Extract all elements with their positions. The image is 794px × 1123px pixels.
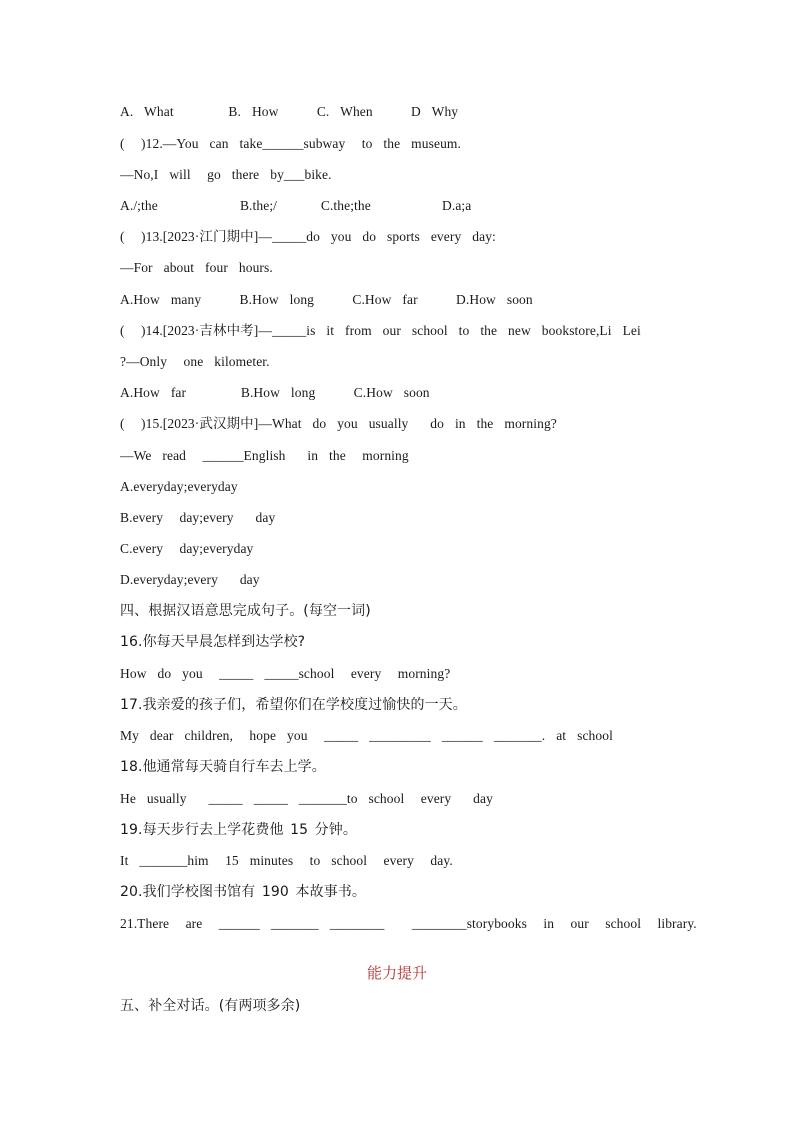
- q15-option-a: A.everyday;everyday: [120, 479, 238, 494]
- q15-prompt: ( )15.[2023·武汉期中]—What do you usually do in the morning?: [120, 416, 557, 431]
- q19-english: It _______him 15 minutes to school every day.: [120, 853, 453, 868]
- q13-prompt: ( )13.[2023·江门期中]—_____do you do sports every day:: [120, 229, 496, 244]
- q14-options: A.How far B.How long C.How soon: [120, 385, 430, 400]
- q15-reply: —We read ______English in the morning: [120, 448, 409, 463]
- q18-chinese: 18.他通常每天骑自行车去上学。: [120, 759, 326, 775]
- q15-option-c: C.every day;everyday: [120, 541, 254, 556]
- q16-chinese: 16.你每天早晨怎样到达学校?: [120, 634, 306, 650]
- q12-prompt: ( )12.—You can take______subway to the museum.: [120, 136, 461, 151]
- q16-english: How do you _____ _____school every morning?: [120, 666, 451, 681]
- q15-option-b: B.every day;every day: [120, 510, 276, 525]
- q11-options: A. What B. How C. When D Why: [120, 104, 459, 119]
- section5-heading: 五、补全对话。(有两项多余): [120, 998, 301, 1014]
- q17-chinese: 17.我亲爱的孩子们，希望你们在学校度过愉快的一天。: [120, 697, 467, 713]
- q14-prompt: ( )14.[2023·吉林中考]—_____is it from our school to the new bookstore,Li Lei: [120, 323, 641, 338]
- q13-reply: —For about four hours.: [120, 260, 273, 275]
- q18-english: He usually _____ _____ _______to school every day: [120, 791, 493, 806]
- q12-reply: —No,I will go there by___bike.: [120, 167, 332, 182]
- q13-options: A.How many B.How long C.How far D.How soon: [120, 292, 533, 307]
- q15-option-d: D.everyday;every day: [120, 572, 260, 587]
- q21-english: 21.There are ______ _______ ________ ________storybooks in our school library.: [120, 916, 697, 931]
- q17-english: My dear children, hope you _____ _________ ______ _______. at school: [120, 728, 613, 743]
- q19-chinese: 19.每天步行去上学花费他 15 分钟。: [120, 822, 357, 838]
- q14-reply: ?—Only one kilometer.: [120, 354, 270, 369]
- section-title: 能力提升: [366, 964, 427, 982]
- q12-options: A./;the B.the;/ C.the;the D.a;a: [120, 198, 472, 213]
- section4-heading: 四、根据汉语意思完成句子。(每空一词): [120, 603, 371, 619]
- q20-chinese: 20.我们学校图书馆有 190 本故事书。: [120, 884, 366, 900]
